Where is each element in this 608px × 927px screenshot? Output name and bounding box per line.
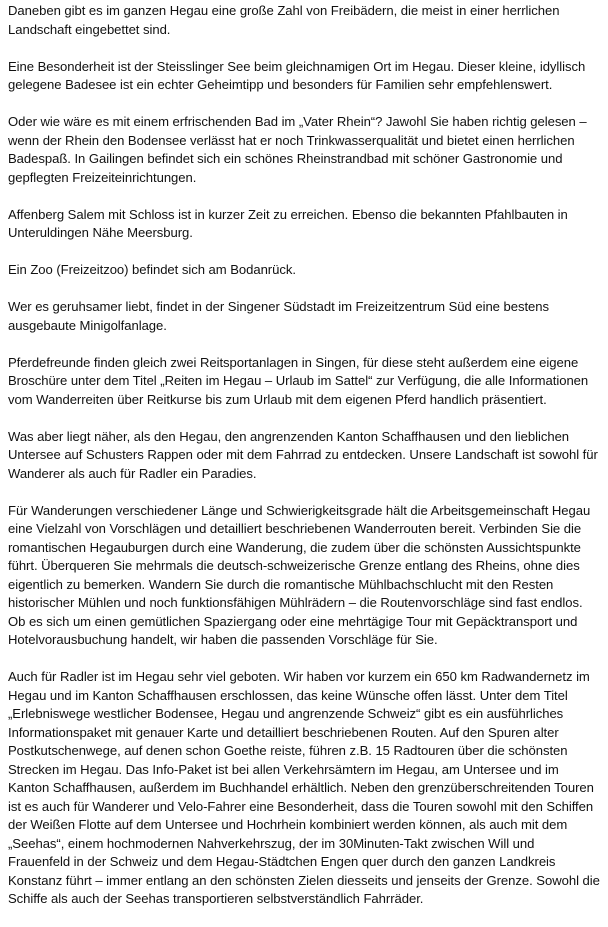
paragraph-minigolf: Wer es geruhsamer liebt, findet in der Singener Südstadt im Freizeitzentrum Süd eine bestens ausgebaute Minigolfanlage. (8, 299, 550, 333)
document-body (8, 0, 600, 927)
paragraph-radler: Auch für Radler ist im Hegau sehr viel geboten. Wir haben vor kurzem ein 650 km Radwandernetz im Hegau und im Kanton Schaffhausen erschlossen, das keine Wünsche offen lässt. Unter dem Titel „Erlebniswege westlicher Bodensee, Hegau und angrenzende Schweiz“ gibt es ein ausführliches Informationspaket mit genauer Karte und detailliert beschriebenen Routen. Auf den Spuren alter Postkutschenwege, auf denen schon Goethe reiste, führen z.B. 15 Radtouren über die schönsten Strecken im Hegau. Das Info-Paket ist bei allen Verkehrsämtern im Hegau, am Untersee und im Kanton Schaffhausen, außerdem im Buchhandel erhältlich. Neben den grenzüberschreitenden Touren ist es auch für Wanderer und Velo-Fahrer eine Besonderheit, dass die Touren sowohl mit den Schiffen der Weißen Flotte auf dem Untersee und Hochrhein kombiniert werden können, als auch mit dem „Seehas“, einem hochmodernen Nahverkehrszug, der im 30Minuten-Takt zwischen Will und Frauenfeld in der Schweiz und dem Hegau-Städtchen Engen quer durch den ganzen Landkreis Konstanz führt – immer entlang an den schönsten Zielen diesseits und jenseits der Grenze. Sowohl die Schiffe als auch der Seehas transportieren selbstverständlich Fahrräder. (8, 669, 600, 906)
paragraph-steisslinger-see: Eine Besonderheit ist der Steisslinger See beim gleichnamigen Ort im Hegau. Dieser kleine, idyllisch gelegene Badesee ist ein echter Geheimtipp und besonders für Familien sehr empfehlenswert. (8, 58, 586, 92)
paragraph-vater-rhein: Oder wie wäre es mit einem erfrischenden Bad im „Vater Rhein“? Jawohl Sie haben richtig gelesen – wenn der Rhein den Bodensee verlässt hat er noch Trinkwasserqualität und bietet einen herrlichen Badespaß. In Gailingen befindet sich ein schönes Rheinstrandbad mit schöner Gastronomie und gepflegten Freizeiteinrichtungen. (8, 114, 587, 185)
paragraph-reitsport: Pferdefreunde finden gleich zwei Reitsportanlagen in Singen, für diese steht außerdem eine eigene Broschüre unter dem Titel „Reiten im Hegau – Urlaub im Sattel“ zur Verfügung, die alle Informationen vom Wanderreiten über Reitkurse bis zum Urlaub mit dem eigenen Pferd handlich präsentiert. (8, 354, 589, 407)
paragraph-wanderungen: Für Wanderungen verschiedener Länge und Schwierigkeitsgrade hält die Arbeitsgemeinschaft Hegau eine Vielzahl von Vorschlägen und detailliert beschriebenen Wanderrouten bereit. Verbinden Sie die romantischen Hegauburgen durch eine Wanderung, die zudem über die schönsten Aussichtspunkte führt. Überqueren Sie mehrmals die deutsch-schweizerische Grenze entlang des Rheins, ohne dies eigentlich zu bemerken. Wandern Sie durch die romantische Mühlbachschlucht mit den Resten historischer Mühlen und noch funktionsfähigen Mühlrädern – die Routenvorschläge sind fast endlos. Ob es sich um einen gemütlichen Spaziergang oder eine mehrtägige Tour mit Gepäcktransport und Hotelvorausbuchung handelt, wir haben die passenden Vorschläge für Sie. (8, 502, 591, 647)
paragraph-affenberg-salem: Affenberg Salem mit Schloss ist in kurzer Zeit zu erreichen. Ebenso die bekannten Pfahlbauten in Unteruldingen Nähe Meersburg. (8, 206, 568, 240)
paragraph-zoo: Ein Zoo (Freizeitzoo) befindet sich am Bodanrück. (8, 262, 296, 277)
paragraph-freibaeder: Daneben gibt es im ganzen Hegau eine große Zahl von Freibädern, die meist in einer herrlichen Landschaft eingebettet sind. (8, 3, 560, 37)
paragraph-wanderer-radler: Was aber liegt näher, als den Hegau, den angrenzenden Kanton Schaffhausen und den lieblichen Untersee auf Schusters Rappen oder mit dem Fahrrad zu entdecken. Unsere Landschaft ist sowohl für Wanderer als auch für Radler ein Paradies. (8, 428, 598, 481)
